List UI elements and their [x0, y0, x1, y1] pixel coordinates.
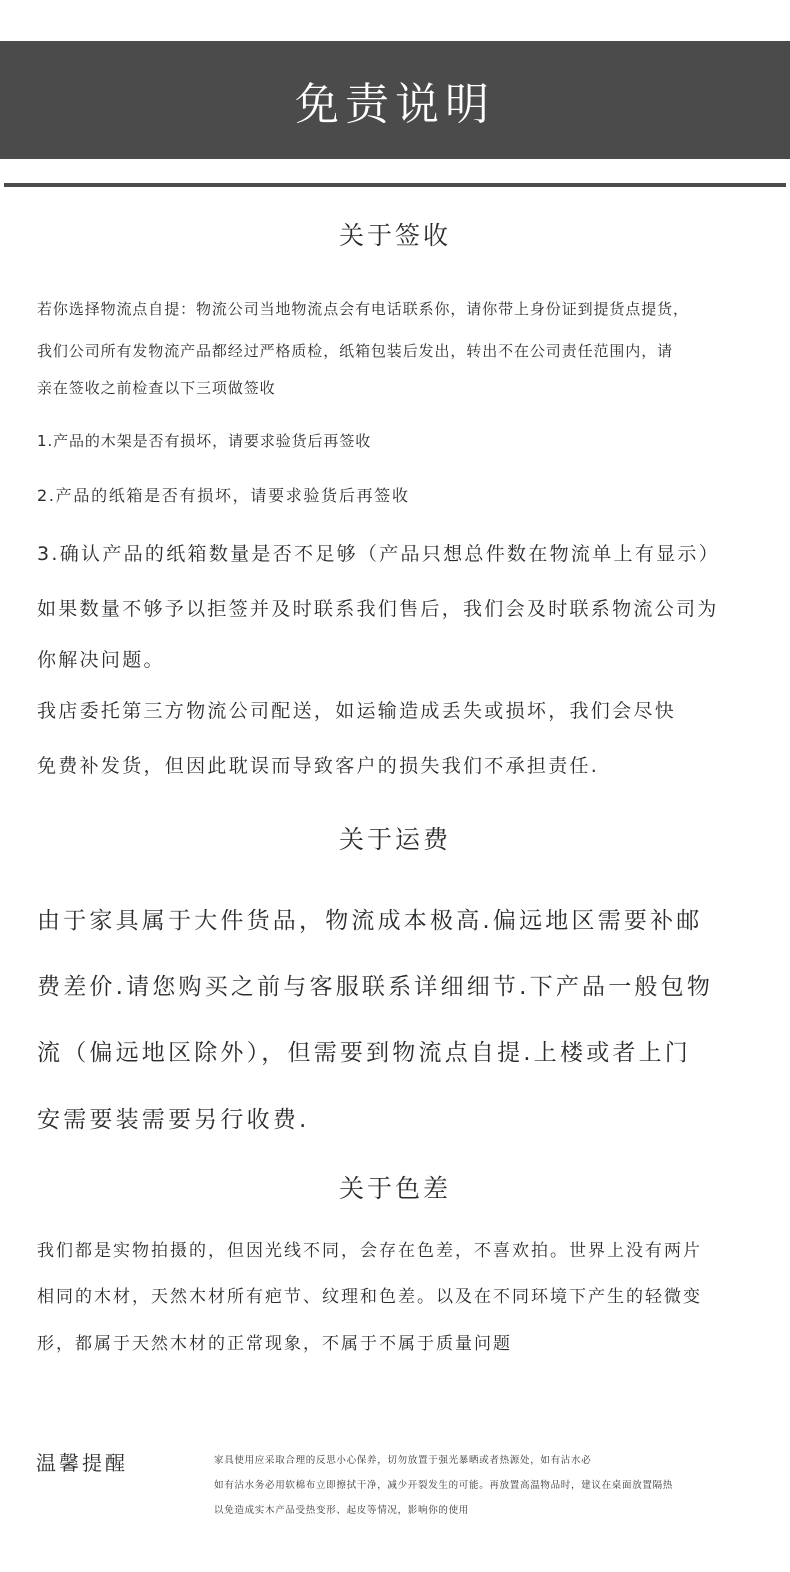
- sign-note-line: 免费补发货，但因此耽误而导致客户的损失我们不承担责任.: [37, 755, 600, 777]
- page-title: 免责说明: [295, 79, 495, 130]
- sign-item-3-line: 3.确认产品的纸箱数量是否不足够（产品只想总件数在物流单上有显示）: [37, 543, 721, 565]
- page-title-banner: [0, 41, 790, 159]
- divider: [4, 183, 786, 187]
- reminder-line: 家具使用应采取合理的反思小心保养，切勿放置于强光暴晒或者热源处，如有沾水必: [214, 1455, 592, 1466]
- reminder-label: 温馨提醒: [36, 1451, 128, 1475]
- sign-note-line: 我店委托第三方物流公司配送，如运输造成丢失或损坏，我们会尽快: [37, 700, 677, 722]
- shipping-line: 费差价.请您购买之前与客服联系详细细节.下产品一般包物: [37, 974, 714, 1000]
- sign-item-3-line: 你解决问题。: [37, 649, 165, 671]
- section-heading-color: 关于色差: [338, 1174, 451, 1203]
- color-line: 相同的木材，天然木材所有疤节、纹理和色差。以及在不同环境下产生的轻微变: [37, 1287, 702, 1307]
- color-line: 我们都是实物拍摄的，但因光线不同，会存在色差，不喜欢拍。世界上没有两片: [37, 1241, 702, 1261]
- reminder-line: 如有沾水务必用软棉布立即擦拭干净，减少开裂发生的可能。再放置高温物品时，建议在桌面放置隔热: [214, 1480, 674, 1491]
- section-heading-shipping: 关于运费: [338, 825, 451, 854]
- reminder-line: 以免造成实木产品受热变形、起皮等情况，影响你的使用: [214, 1505, 470, 1516]
- sign-intro-line: 若你选择物流点自提：物流公司当地物流点会有电话联系你，请你带上身份证到提货点提货，: [37, 300, 689, 318]
- sign-intro-line: 我们公司所有发物流产品都经过严格质检，纸箱包装后发出，转出不在公司责任范围内，请: [37, 342, 674, 360]
- shipping-line: 安需要装需要另行收费.: [37, 1107, 310, 1133]
- shipping-line: 由于家具属于大件货品，物流成本极高.偏远地区需要补邮: [37, 908, 703, 934]
- sign-item-3-line: 如果数量不够予以拒签并及时联系我们售后，我们会及时联系物流公司为: [37, 598, 719, 620]
- section-heading-sign: 关于签收: [338, 221, 451, 250]
- shipping-line: 流（偏远地区除外），但需要到物流点自提.上楼或者上门: [37, 1040, 692, 1066]
- sign-item-2: 2.产品的纸箱是否有损坏，请要求验货后再签收: [37, 486, 410, 505]
- sign-intro-line: 亲在签收之前检查以下三项做签收: [37, 379, 276, 397]
- color-line: 形，都属于天然木材的正常现象，不属于不属于质量问题: [37, 1334, 512, 1354]
- sign-item-1: 1.产品的木架是否有损坏，请要求验货后再签收: [37, 432, 372, 450]
